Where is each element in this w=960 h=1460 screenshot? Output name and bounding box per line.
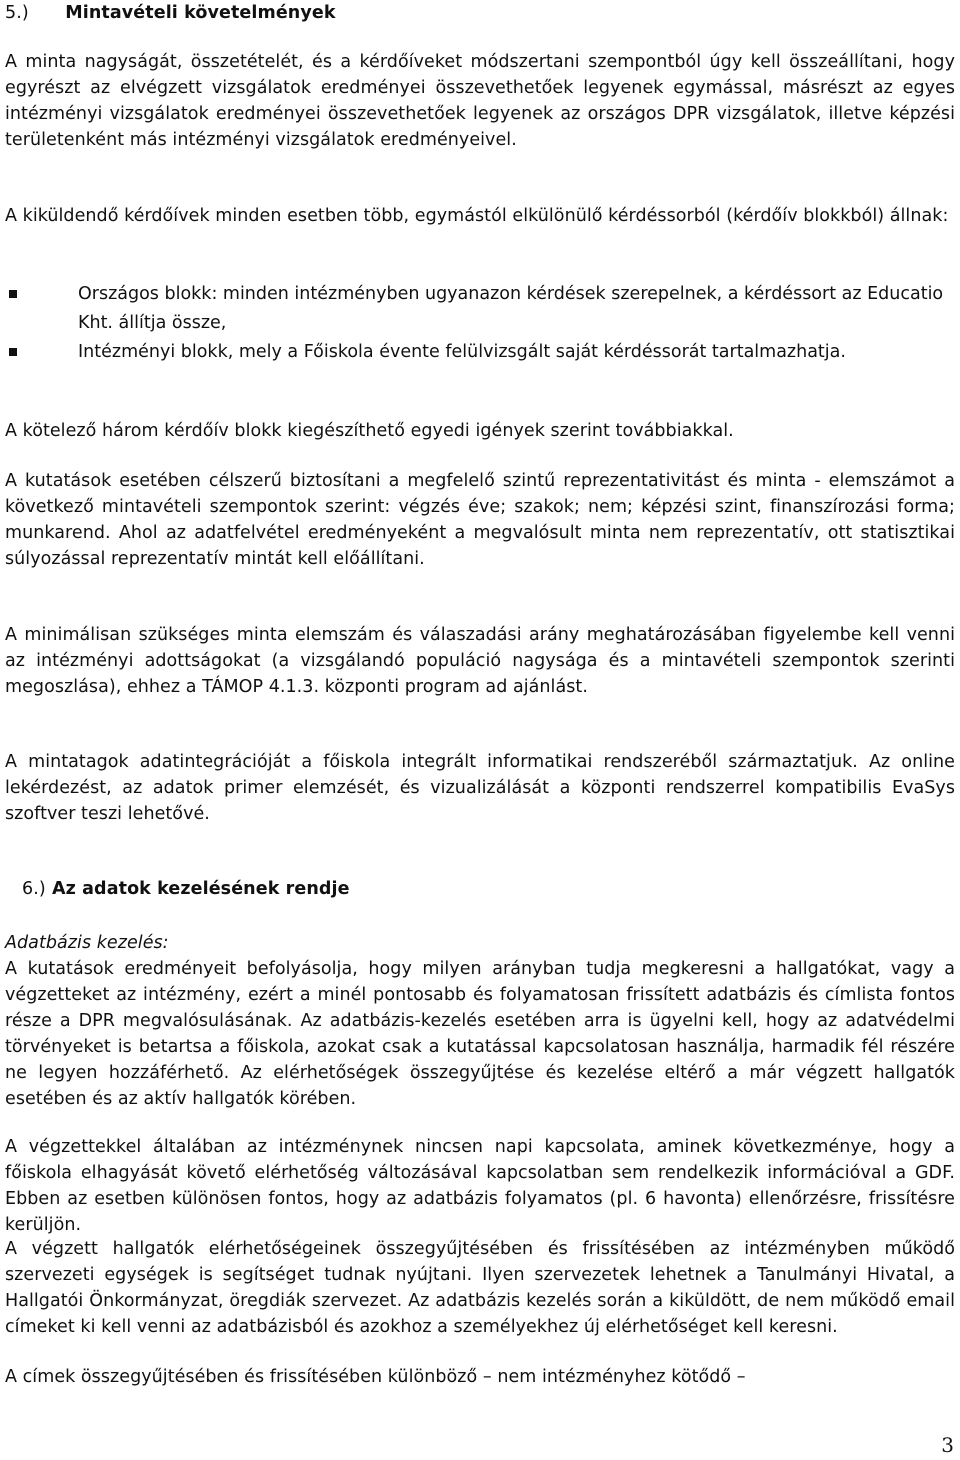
paragraph: A kötelező három kérdőív blokk kiegészíthető egyedi igények szerint továbbiakkal. — [5, 421, 734, 441]
list-item: Országos blokk: minden intézményben ugyanazon kérdések szerepelnek, a kérdéssort az Educatio Kht. állítja össze, — [5, 280, 955, 338]
paragraph: A minimálisan szükséges minta elemszám és válaszadási arány meghatározásában figyelembe kell venni az intézményi adottságokat (a vizsgálandó populáció nagysága és a mintavételi szempontok szerinti megoszlása), ehhez a TÁMOP 4.1.3. központi program ad ajánlást. — [5, 625, 955, 697]
bullet-list — [5, 280, 955, 367]
paragraph: A kiküldendő kérdőívek minden esetben több, egymástól elkülönülő kérdéssorból (kérdőív blokkból) állnak: — [5, 206, 949, 226]
paragraph: A mintatagok adatintegrációját a főiskola integrált informatikai rendszeréből származtatjuk. Az online lekérdezést, az adatok primer elemzését, és vizualizálását a központi rendszerrel kompatibilis EvaSys szoftver teszi lehetővé. — [5, 752, 955, 824]
section-number: 5.) — [5, 3, 29, 23]
section-number: 6.) — [22, 879, 46, 899]
list-item: Intézményi blokk, mely a Főiskola évente felülvizsgált saját kérdéssorát tartalmazhatja. — [5, 338, 955, 367]
section-title: Az adatok kezelésének rendje — [52, 879, 350, 899]
square-bullet-icon — [9, 290, 17, 298]
paragraph: A kutatások esetében célszerű biztosítani a megfelelő szintű reprezentativitást és minta - elemszámot a következő mintavételi szempontok szerint: végzés éve; szakok; nem; képzési szint, finanszírozási forma; munkarend. Ahol az adatfelvétel eredményeként a megvalósult minta nem reprezentatív, ott statisztikai súlyozással reprezentatív mintát kell előállítani. — [5, 471, 955, 569]
subheading: Adatbázis kezelés: — [5, 933, 169, 953]
paragraph: A minta nagyságát, összetételét, és a kérdőíveket módszertani szempontból úgy kell összeállítani, hogy egyrészt az elvégzett vizsgálatok eredményei összevethetőek legyenek egymással, másrészt az egyes intézményi vizsgálatok eredményei összevethetőek legyenek az országos DPR vizsgálatok, illetve képzési területenként más intézményi vizsgálatok eredményeivel. — [5, 52, 955, 150]
section-5-heading — [5, 3, 336, 23]
paragraph: A kutatások eredményeit befolyásolja, hogy milyen arányban tudja megkeresni a hallgatókat, vagy a végzetteket az intézmény, ezért a minél pontosabb és folyamatosan frissített adatbázis és címlista fontos része a DPR megvalósulásának. Az adatbázis-kezelés esetében arra is ügyelni kell, hogy az adatvédelmi törvényeket is betartsa a főiskola, azokat csak a kutatással kapcsolatosan használja, harmadik fél részére ne legyen hozzáférhető. Az elérhetőségek összegyűjtése és kezelése eltérő a már végzett hallgatók esetében és az aktív hallgatók körében. — [5, 959, 955, 1109]
paragraph: A címek összegyűjtésében és frissítésében különböző – nem intézményhez kötődő – — [5, 1367, 746, 1387]
paragraph: A végzett hallgatók elérhetőségeinek összegyűjtésében és frissítésében az intézményben működő szervezeti egységek is segítséget tudnak nyújtani. Ilyen szervezetek lehetnek a Tanulmányi Hivatal, a Hallgatói Önkormányzat, öregdiák szervezet. Az adatbázis kezelés során a kiküldött, de nem működő email címeket ki kell venni az adatbázisból és azokhoz a személyekhez új elérhetőséget kell keresni. — [5, 1239, 955, 1337]
square-bullet-icon — [9, 348, 17, 356]
page-number: 3 — [941, 1433, 954, 1457]
paragraph: A végzettekkel általában az intézménynek nincsen napi kapcsolata, aminek következménye, hogy a főiskola elhagyását követő elérhetőség változásával kapcsolatban sem rendelkezik információval a GDF. Ebben az esetben különösen fontos, hogy az adatbázis folyamatos (pl. 6 havonta) ellenőrzésre, frissítésre kerüljön. — [5, 1137, 955, 1235]
section-6-heading — [22, 879, 350, 899]
section-title: Mintavételi követelmények — [65, 3, 336, 23]
